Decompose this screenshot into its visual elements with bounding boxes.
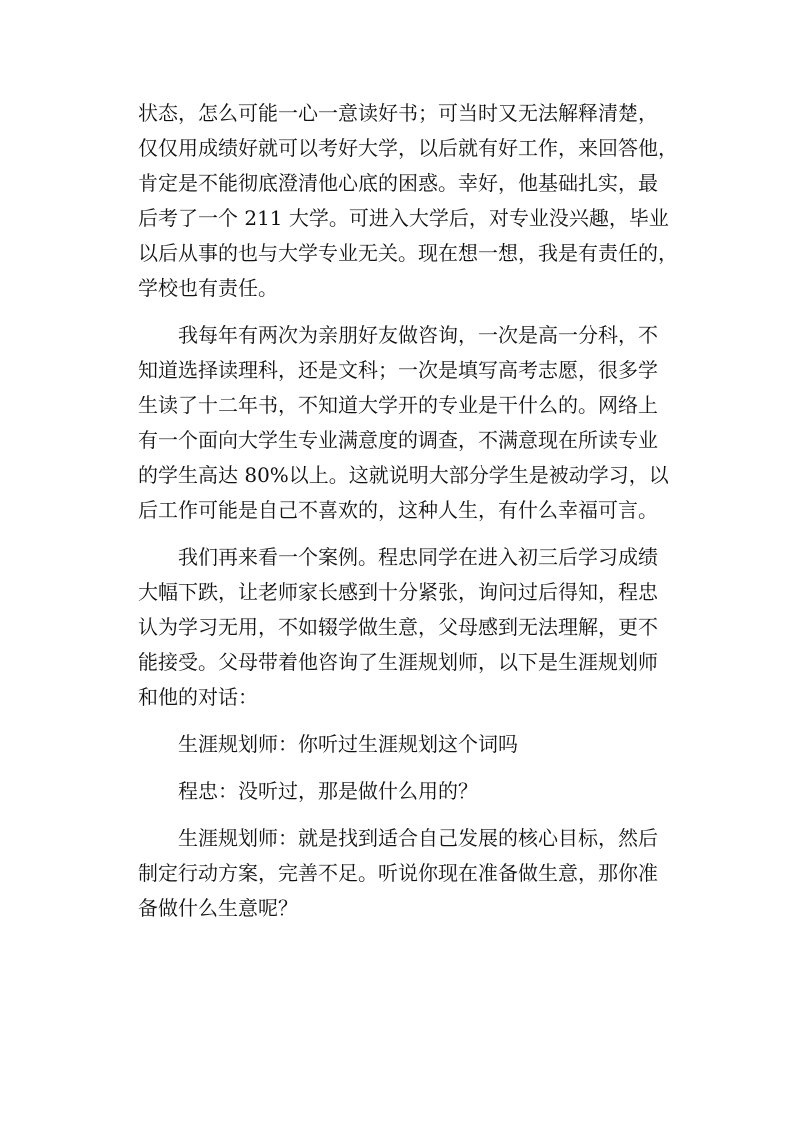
text-line: 仅仅用成绩好就可以考好大学，以后就有好工作，来回答他，	[138, 136, 678, 160]
text-line: 我们再来看一个案例。程忠同学在进入初三后学习成绩	[178, 545, 658, 569]
text-line: 我每年有两次为亲朋好友做咨询，一次是高一分科，不	[178, 323, 658, 347]
text-line: 生读了十二年书，不知道大学开的专业是干什么的。网络上	[138, 393, 658, 417]
paragraph-2	[138, 318, 668, 528]
body-text	[138, 96, 678, 926]
text-line: 生涯规划师：你听过生涯规划这个词吗	[178, 732, 518, 756]
text-line: 后考了一个 211 大学。可进入大学后，对专业没兴趣，毕业	[138, 206, 669, 230]
text-line: 知道选择读理科，还是文科；一次是填写高考志愿，很多学	[138, 358, 658, 382]
paragraph-1	[138, 96, 678, 306]
text-line: 学校也有责任。	[138, 276, 278, 300]
paragraph-3	[138, 540, 668, 715]
text-line: 的学生高达 80%以上。这就说明大部分学生是被动学习，以	[138, 463, 669, 487]
text-line: 和他的对话：	[138, 685, 258, 709]
text-line: 制定行动方案，完善不足。听说你现在准备做生意，那你准	[138, 861, 658, 885]
text-line: 备做什么生意呢？	[138, 896, 298, 920]
text-line: 认为学习无用，不如辍学做生意，父母感到无法理解，更不	[138, 615, 658, 639]
paragraph-6	[138, 821, 668, 926]
text-line: 后工作可能是自己不喜欢的，这种人生，有什么幸福可言。	[138, 498, 658, 522]
text-line: 有一个面向大学生专业满意度的调查，不满意现在所读专业	[138, 428, 658, 452]
text-line: 肯定是不能彻底澄清他心底的困惑。幸好，他基础扎实，最	[138, 171, 658, 195]
paragraph-5	[138, 774, 668, 809]
text-line: 生涯规划师：就是找到适合自己发展的核心目标，然后	[178, 826, 658, 850]
text-line: 程忠：没听过，那是做什么用的？	[178, 779, 478, 803]
text-line: 大幅下跌，让老师家长感到十分紧张，询问过后得知，程忠	[138, 580, 658, 604]
text-line: 能接受。父母带着他咨询了生涯规划师，以下是生涯规划师	[138, 650, 658, 674]
text-line: 以后从事的也与大学专业无关。现在想一想，我是有责任的，	[138, 241, 678, 265]
text-line: 状态，怎么可能一心一意读好书；可当时又无法解释清楚，	[138, 101, 658, 125]
paragraph-4	[138, 727, 668, 762]
